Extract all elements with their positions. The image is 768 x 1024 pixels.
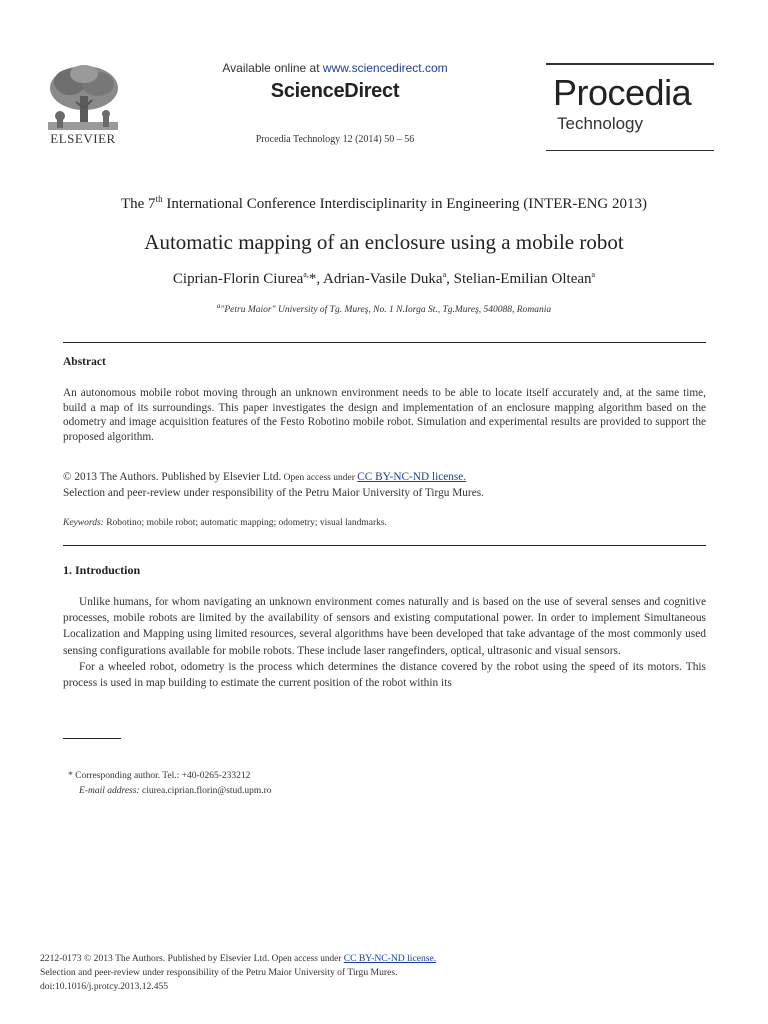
procedia-top-rule — [546, 63, 714, 65]
abstract-heading: Abstract — [63, 356, 106, 368]
conference-suffix: International Conference Interdisciplinarity in Engineering (INTER-ENG 2013) — [162, 196, 648, 212]
author-name: Ciprian-Florin Ciurea — [172, 271, 304, 287]
journal-citation: Procedia Technology 12 (2014) 50 – 56 — [255, 134, 415, 145]
available-online-line — [180, 61, 490, 75]
peer-review-line: Selection and peer-review under responsibility of the Petru Maior University of Tirgu Mures. — [63, 487, 484, 499]
introduction-body — [63, 594, 706, 691]
footer-open-access: Open access under — [269, 954, 344, 964]
email-line — [68, 784, 668, 799]
affiliation — [40, 302, 728, 315]
paragraph: Unlike humans, for whom navigating an unknown environment comes naturally and is based on the use of several senses and cognitive processes, mobile robots are limited by the availability of sensors and existing computational power. In order to implement Simultaneous Localization and Mapping using limited resources, several algorithms have been developed that take advantage of the most commonly used sensing configurations available for mobile robots. These include laser rangefinders, optical, ultrasonic and visual sensors. — [63, 596, 706, 657]
affiliation-text: "Petru Maior" University of Tg. Mureş, No. 1 N.Iorga St., Tg.Mureş, 540088, Romania — [220, 305, 552, 316]
open-access-text: Open access under — [281, 473, 358, 483]
available-prefix: Available online at — [222, 61, 323, 75]
sciencedirect-logo: ScienceDirect — [270, 80, 400, 102]
keywords-label: Keywords: — [63, 518, 104, 528]
author-affil-mark: a — [442, 270, 447, 279]
author-separator: *, — [308, 271, 324, 287]
author-list — [40, 270, 728, 288]
footnote — [68, 769, 668, 799]
copyright-text: © 2013 The Authors. Published by Elsevier Ltd. — [63, 471, 282, 483]
email-label: E-mail address: — [79, 786, 140, 796]
procedia-logo: Procedia — [553, 72, 692, 113]
author-affil-mark: a — [591, 270, 596, 279]
page-footer — [40, 952, 730, 995]
conference-prefix: The 7 — [120, 196, 156, 212]
affiliation-mark: a — [216, 302, 221, 310]
section-heading-introduction: 1. Introduction — [63, 563, 141, 577]
footnote-rule — [63, 738, 121, 739]
conference-ordinal: th — [155, 194, 163, 204]
footer-copyright-line — [40, 952, 730, 966]
abstract-text: An autonomous mobile robot moving through an unknown environment needs to be able to locate itself accurately and, at the same time, build a map of its surroundings. This paper investigates the design and implementation of an enclosure mapping algorithm based on the odometry and image acquisition features of the Festo Robotino mobile robot. Simulation and experimental results are provided to support the proposed algorithm. — [63, 387, 706, 443]
paper-title: Automatic mapping of an enclosure using a mobile robot — [144, 230, 624, 254]
author-separator: , — [446, 271, 454, 287]
sciencedirect-link[interactable]: www.sciencedirect.com — [322, 61, 448, 75]
footer-copyright: 2212-0173 © 2013 The Authors. Published by Elsevier Ltd. — [40, 953, 270, 964]
keywords-line — [63, 518, 706, 528]
procedia-bottom-rule — [546, 150, 714, 151]
footer-license-link[interactable]: CC BY-NC-ND license. — [343, 953, 437, 964]
copyright-block — [63, 470, 706, 501]
email-address: ciurea.ciprian.florin@stud.upm.ro — [139, 786, 272, 796]
procedia-subtitle: Technology — [557, 114, 644, 133]
keywords-text: Robotino; mobile robot; automatic mapping; odometry; visual landmarks. — [103, 518, 387, 528]
abstract-top-rule — [63, 342, 706, 343]
author-name: Stelian-Emilian Oltean — [453, 271, 592, 287]
conference-line — [40, 194, 728, 213]
copyright-line — [63, 470, 706, 486]
footer-doi: doi:10.1016/j.protcy.2013.12.455 — [40, 981, 169, 993]
footer-peer-review: Selection and peer-review under responsibility of the Petru Maior University of Tirgu Mures. — [40, 967, 398, 979]
author-affil-mark: a, — [303, 270, 309, 279]
corresponding-author: * Corresponding author. Tel.: +40-0265-233212 — [68, 771, 251, 781]
license-link[interactable]: CC BY-NC-ND license. — [357, 471, 467, 483]
paragraph: For a wheeled robot, odometry is the process which determines the distance covered by the robot using the speed of its motors. This process is used in map building to estimate the current position of the robot within its — [63, 660, 706, 690]
author-name: Adrian-Vasile Duka — [323, 271, 443, 287]
abstract-bottom-rule — [63, 545, 706, 546]
elsevier-wordmark: ELSEVIER — [50, 131, 116, 146]
